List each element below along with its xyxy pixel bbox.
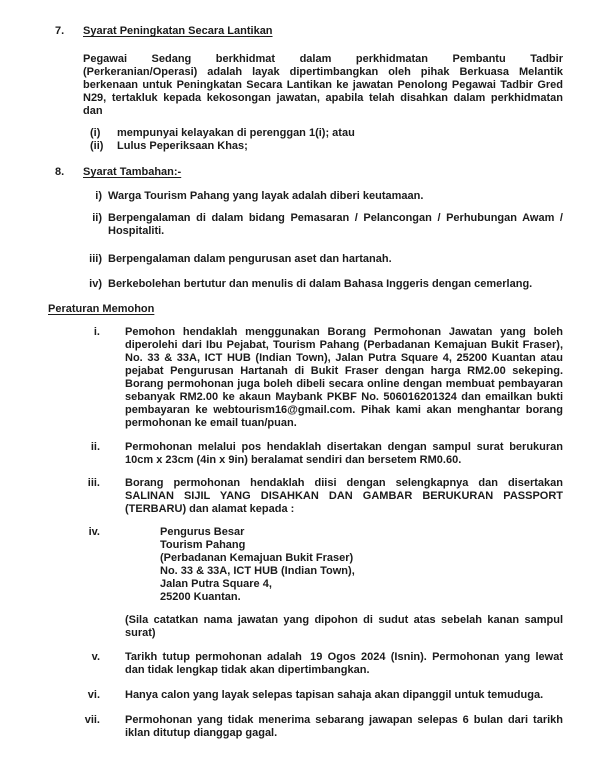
address-line: No. 33 & 33A, ICT HUB (Indian Town), xyxy=(160,565,355,577)
section-8-number: 8. xyxy=(55,166,65,178)
paragraph-line: N29, tertakluk kepada kekosongan jawatan, apabila telah disahkan dalam perkhidmatan xyxy=(83,92,563,104)
envelope-note xyxy=(55,614,563,640)
rules-item-ii xyxy=(55,441,563,467)
closing-date-suffix: . Permohonan yang lewat xyxy=(423,651,564,663)
paragraph-line: Permohonan yang tidak menerima sebarang jawapan selepas 6 bulan dari tarikh xyxy=(125,714,563,726)
paragraph-line: dan tidak lengkap tidak akan dipertimbangkan. xyxy=(125,664,370,676)
rules-item-vi xyxy=(55,689,563,702)
paragraph-line: surat) xyxy=(125,627,156,639)
list-marker: i) xyxy=(95,190,102,202)
list-marker: (ii) xyxy=(90,140,104,152)
rules-item-vii xyxy=(55,714,563,740)
address-line: Tourism Pahang xyxy=(160,539,246,551)
section-7-items xyxy=(83,127,563,153)
list-marker: i. xyxy=(93,326,100,338)
list-marker: iv) xyxy=(89,278,102,290)
list-marker: iii. xyxy=(87,477,100,489)
section-7 xyxy=(55,25,563,166)
list-marker: ii. xyxy=(90,441,100,453)
paragraph-line: Borang permohonan juga boleh dibeli secara online dengan membuat pembayaran xyxy=(125,378,563,390)
address-block xyxy=(160,526,563,604)
paragraph-line: diperolehi dari Ibu Pejabat, Tourism Pahang (Perbadanan Kemajuan Bukit Fraser), xyxy=(125,339,563,351)
paragraph-line: (Perkeranian/Operasi) adalah layak dipertimbangkan oleh pihak Berkuasa Melantik xyxy=(83,66,563,78)
list-item-text: Berkebolehan bertutur dan menulis di dalam Bahasa Inggeris dengan cemerlang. xyxy=(108,278,533,290)
section-8-heading: Syarat Tambahan:- xyxy=(83,166,182,178)
rules-item-i xyxy=(55,326,563,430)
paragraph-line: pejabat Pengurusan Hartanah di Bukit Fraser dengan harga RM2.00 sekeping. xyxy=(125,365,563,377)
section-7-paragraph xyxy=(83,53,563,118)
list-item xyxy=(83,253,563,266)
list-item xyxy=(83,278,563,291)
rules-heading: Peraturan Memohon xyxy=(48,303,155,315)
list-item-text: Berpengalaman di dalam bidang Pemasaran / Pelancongan / Perhubungan Awam / xyxy=(108,212,563,224)
paragraph-line: dan xyxy=(83,105,103,117)
paragraph-line: Permohonan melalui pos hendaklah disertakan dengan sampul surat berukuran xyxy=(125,441,563,453)
paragraph-line xyxy=(125,651,563,664)
paragraph-line: (Sila catatkan nama jawatan yang dipohon di sudut atas sebelah kanan sampul xyxy=(125,614,563,626)
address-line: 25200 Kuantan. xyxy=(160,591,241,603)
list-marker: ii) xyxy=(92,212,102,224)
address-line: (Perbadanan Kemajuan Bukit Fraser) xyxy=(160,552,354,564)
list-marker: vi. xyxy=(87,689,100,701)
closing-date-prefix: Tarikh tutup permohonan adalah xyxy=(125,651,308,663)
paragraph-line: permohonan ke email tuan/puan. xyxy=(125,417,297,429)
list-marker: v. xyxy=(91,651,100,663)
rules-item-iii xyxy=(55,477,563,516)
list-item-text: mempunyai kelayakan di perenggan 1(i); atau xyxy=(117,127,355,139)
list-marker: iii) xyxy=(89,253,102,265)
closing-date: 19 Ogos 2024 (Isnin) xyxy=(310,651,424,663)
section-7-number: 7. xyxy=(55,25,65,37)
list-marker: iv. xyxy=(88,526,100,538)
paragraph-line: Hanya calon yang layak selepas tapisan sahaja akan dipanggil untuk temuduga. xyxy=(125,689,544,701)
list-item-text: Hospitaliti. xyxy=(108,225,165,237)
paragraph-line: iklan ditutup dianggap gagal. xyxy=(125,727,278,739)
paragraph-line: Pemohon hendaklah menggunakan Borang Permohonan Jawatan yang boleh xyxy=(125,326,563,338)
paragraph-line: pembayaran ke webtourism16@gmail.com. Pihak kami akan menghantar borang xyxy=(125,404,563,416)
list-item xyxy=(90,127,563,140)
rules-item-iv xyxy=(55,526,563,604)
paragraph-line: Borang permohonan hendaklah diisi dengan selengkapnya dan disertakan xyxy=(125,477,563,489)
paragraph-line: 10cm x 23cm (4in x 9in) beralamat sendiri dan bersetem RM0.60. xyxy=(125,454,462,466)
list-item xyxy=(83,212,563,238)
list-item-text: Warga Tourism Pahang yang layak adalah diberi keutamaan. xyxy=(108,190,424,202)
list-marker: vii. xyxy=(84,714,100,726)
paragraph-line: berkenaan untuk Peningkatan Secara Lantikan ke jawatan Penolong Pegawai Tadbir Gred xyxy=(83,79,563,91)
section-7-heading: Syarat Peningkatan Secara Lantikan xyxy=(83,25,273,37)
paragraph-line: No. 33 & 33A, ICT HUB (Indian Town), Jalan Putra Square 4, 25200 Kuantan atau xyxy=(125,352,563,364)
list-item-text: Berpengalaman dalam pengurusan aset dan hartanah. xyxy=(108,253,392,265)
list-item xyxy=(90,140,563,153)
list-marker: (i) xyxy=(90,127,101,139)
section-8 xyxy=(55,166,563,303)
address-line: Pengurus Besar xyxy=(160,526,245,538)
paragraph-line: Pegawai Sedang berkhidmat dalam perkhidmatan Pembantu Tadbir xyxy=(83,53,563,65)
list-item-text: Lulus Peperiksaan Khas; xyxy=(117,140,248,152)
paragraph-line: (TERBARU) dan alamat kepada : xyxy=(125,503,295,515)
list-item xyxy=(83,190,563,203)
paragraph-line: SALINAN SIJIL YANG DISAHKAN DAN GAMBAR BERUKURAN PASSPORT xyxy=(125,490,563,502)
address-line: Jalan Putra Square 4, xyxy=(160,578,272,590)
rules-item-v xyxy=(55,651,563,677)
paragraph-line: sebanyak RM2.00 ke akaun Maybank PKBF No. 506016201324 dan emailkan bukti xyxy=(125,391,563,403)
